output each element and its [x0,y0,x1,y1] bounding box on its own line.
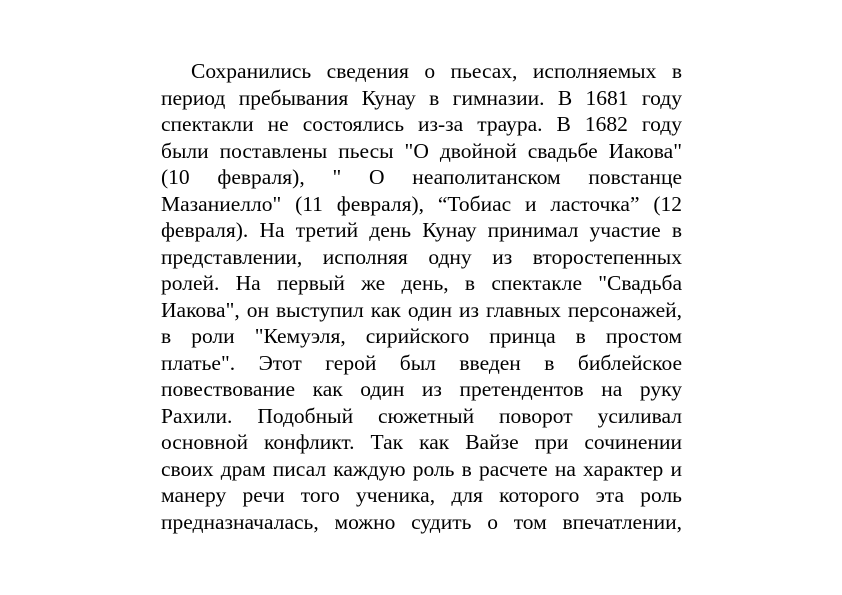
text-line: (10 февраля), " О неаполитанском повстанце [161,165,682,189]
text-line: предназначалась, можно судить о том впечатлении, [161,509,682,534]
text-line: Иакова", он выступил как один из главных персонажей, [161,297,682,322]
text-line: повествование как один из претендентов на руку [161,377,682,401]
text-line: своих драм писал каждую роль в расчете на характер и [161,456,682,481]
text-line: февраля). На третий день Кунау принимал участие в [161,218,682,242]
text-line: спектакли не состоялись из-за траура. В 1682 году [161,112,682,136]
text-line: представлении, исполняя одну из второстепенных [161,244,682,269]
text-line: были поставлены пьесы "О двойной свадьбе Иакова" [161,138,682,163]
text-line: манеру речи того ученика, для которого эта роль [161,483,682,507]
text-line: Сохранились сведения о пьесах, исполняемых в [191,59,682,83]
paragraph [161,58,682,535]
text-line: в роли "Кемуэля, сирийского принца в простом [161,324,682,348]
text-line: платье". Этот герой был введен в библейское [161,350,682,375]
text-line: основной конфликт. Так как Вайзе при сочинении [161,430,682,454]
text-line: период пребывания Кунау в гимназии. В 1681 году [161,85,682,110]
text-line: ролей. На первый же день, в спектакле "Свадьба [161,271,682,295]
text-line: Мазаниелло" (11 февраля), “Тобиас и ласточка” (12 [161,191,682,216]
text-line: Рахили. Подобный сюжетный поворот усиливал [161,403,682,428]
